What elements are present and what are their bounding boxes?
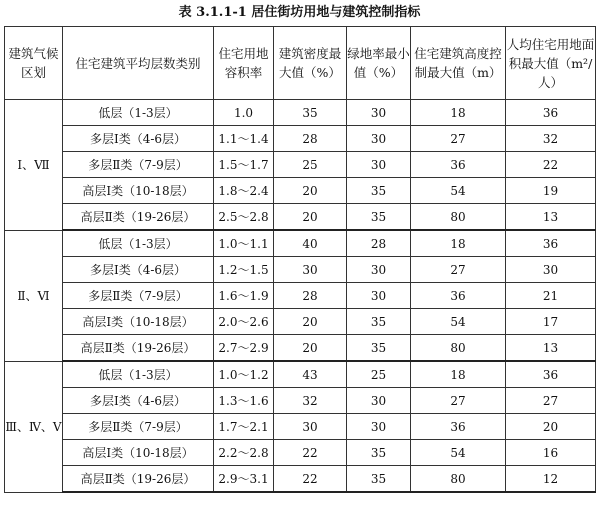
value-cell: 1.1～1.4	[214, 126, 274, 152]
value-cell: 30	[347, 388, 411, 414]
value-cell: 35	[347, 440, 411, 466]
value-cell: 12	[506, 466, 596, 493]
value-cell: 35	[347, 466, 411, 493]
value-cell: 2.7～2.9	[214, 335, 274, 362]
value-cell: 2.0～2.6	[214, 309, 274, 335]
value-cell: 25	[274, 152, 347, 178]
value-cell: 20	[274, 335, 347, 362]
value-cell: 30	[506, 257, 596, 283]
value-cell: 22	[274, 466, 347, 493]
floor-category-cell: 高层Ⅰ类（10-18层）	[63, 178, 214, 204]
value-cell: 32	[506, 126, 596, 152]
floor-category-cell: 多层Ⅰ类（4-6层）	[63, 388, 214, 414]
table-row	[5, 204, 596, 231]
value-cell: 27	[411, 126, 506, 152]
value-cell: 40	[274, 230, 347, 257]
table-row	[5, 257, 596, 283]
value-cell: 20	[274, 309, 347, 335]
table-row	[5, 440, 596, 466]
value-cell: 1.2～1.5	[214, 257, 274, 283]
value-cell: 27	[411, 388, 506, 414]
value-cell: 54	[411, 178, 506, 204]
value-cell: 1.5～1.7	[214, 152, 274, 178]
floor-category-cell: 高层Ⅱ类（19-26层）	[63, 335, 214, 362]
value-cell: 30	[347, 126, 411, 152]
floor-category-cell: 多层Ⅱ类（7-9层）	[63, 152, 214, 178]
table-row	[5, 100, 596, 126]
table-row	[5, 178, 596, 204]
value-cell: 43	[274, 361, 347, 388]
value-cell: 30	[347, 257, 411, 283]
table-title: 表 3.1.1-1 居住街坊用地与建筑控制指标	[178, 5, 421, 20]
value-cell: 80	[411, 466, 506, 493]
value-cell: 28	[347, 230, 411, 257]
climate-zone-cell: Ⅰ、Ⅶ	[5, 100, 63, 231]
table-row	[5, 230, 596, 257]
floor-category-cell: 高层Ⅰ类（10-18层）	[63, 309, 214, 335]
value-cell: 2.2～2.8	[214, 440, 274, 466]
climate-zone-cell: Ⅱ、Ⅵ	[5, 230, 63, 361]
value-cell: 30	[274, 257, 347, 283]
value-cell: 36	[411, 152, 506, 178]
value-cell: 36	[506, 100, 596, 126]
value-cell: 2.5～2.8	[214, 204, 274, 231]
table-row	[5, 309, 596, 335]
value-cell: 1.6～1.9	[214, 283, 274, 309]
table-row	[5, 335, 596, 362]
value-cell: 36	[411, 414, 506, 440]
value-cell: 30	[347, 152, 411, 178]
value-cell: 28	[274, 283, 347, 309]
value-cell: 18	[411, 100, 506, 126]
table-row	[5, 283, 596, 309]
value-cell: 1.0～1.2	[214, 361, 274, 388]
floor-category-cell: 多层Ⅰ类（4-6层）	[63, 257, 214, 283]
floor-category-cell: 高层Ⅱ类（19-26层）	[63, 466, 214, 493]
value-cell: 80	[411, 335, 506, 362]
value-cell: 35	[347, 335, 411, 362]
value-cell: 35	[347, 309, 411, 335]
value-cell: 21	[506, 283, 596, 309]
value-cell: 35	[274, 100, 347, 126]
value-cell: 18	[411, 361, 506, 388]
value-cell: 1.0～1.1	[214, 230, 274, 257]
value-cell: 25	[347, 361, 411, 388]
floor-category-cell: 多层Ⅰ类（4-6层）	[63, 126, 214, 152]
value-cell: 22	[274, 440, 347, 466]
value-cell: 13	[506, 335, 596, 362]
value-cell: 80	[411, 204, 506, 231]
floor-category-cell: 多层Ⅱ类（7-9层）	[63, 414, 214, 440]
value-cell: 13	[506, 204, 596, 231]
header-row	[5, 27, 596, 100]
floor-category-cell: 低层（1-3层）	[63, 100, 214, 126]
value-cell: 1.0	[214, 100, 274, 126]
value-cell: 2.9～3.1	[214, 466, 274, 493]
value-cell: 27	[506, 388, 596, 414]
value-cell: 36	[506, 230, 596, 257]
value-cell: 32	[274, 388, 347, 414]
value-cell: 17	[506, 309, 596, 335]
floor-category-cell: 高层Ⅰ类（10-18层）	[63, 440, 214, 466]
indicator-table	[4, 26, 596, 493]
value-cell: 27	[411, 257, 506, 283]
floor-category-cell: 低层（1-3层）	[63, 361, 214, 388]
value-cell: 54	[411, 440, 506, 466]
floor-category-cell: 多层Ⅱ类（7-9层）	[63, 283, 214, 309]
header-cell: 建筑密度最大值（%）	[274, 27, 347, 100]
value-cell: 1.8～2.4	[214, 178, 274, 204]
table-row	[5, 152, 596, 178]
climate-zone-cell: Ⅲ、Ⅳ、Ⅴ	[5, 361, 63, 492]
value-cell: 20	[274, 204, 347, 231]
value-cell: 20	[506, 414, 596, 440]
table-row	[5, 414, 596, 440]
table-row	[5, 361, 596, 388]
floor-category-cell: 高层Ⅱ类（19-26层）	[63, 204, 214, 231]
header-cell: 绿地率最小值（%）	[347, 27, 411, 100]
table-row	[5, 388, 596, 414]
table-row	[5, 126, 596, 152]
value-cell: 1.3～1.6	[214, 388, 274, 414]
floor-category-cell: 低层（1-3层）	[63, 230, 214, 257]
value-cell: 30	[347, 100, 411, 126]
value-cell: 36	[411, 283, 506, 309]
value-cell: 30	[347, 283, 411, 309]
value-cell: 35	[347, 204, 411, 231]
value-cell: 30	[347, 414, 411, 440]
header-cell: 住宅建筑高度控制最大值（m）	[411, 27, 506, 100]
value-cell: 36	[506, 361, 596, 388]
table-row	[5, 466, 596, 493]
header-cell: 人均住宅用地面积最大值（m²/人）	[506, 27, 596, 100]
header-cell: 住宅用地容积率	[214, 27, 274, 100]
value-cell: 54	[411, 309, 506, 335]
value-cell: 16	[506, 440, 596, 466]
value-cell: 19	[506, 178, 596, 204]
value-cell: 1.7～2.1	[214, 414, 274, 440]
value-cell: 22	[506, 152, 596, 178]
header-cell: 住宅建筑平均层数类别	[63, 27, 214, 100]
value-cell: 28	[274, 126, 347, 152]
value-cell: 18	[411, 230, 506, 257]
value-cell: 20	[274, 178, 347, 204]
table-body	[5, 100, 596, 493]
header-cell: 建筑气候区划	[5, 27, 63, 100]
value-cell: 35	[347, 178, 411, 204]
value-cell: 30	[274, 414, 347, 440]
